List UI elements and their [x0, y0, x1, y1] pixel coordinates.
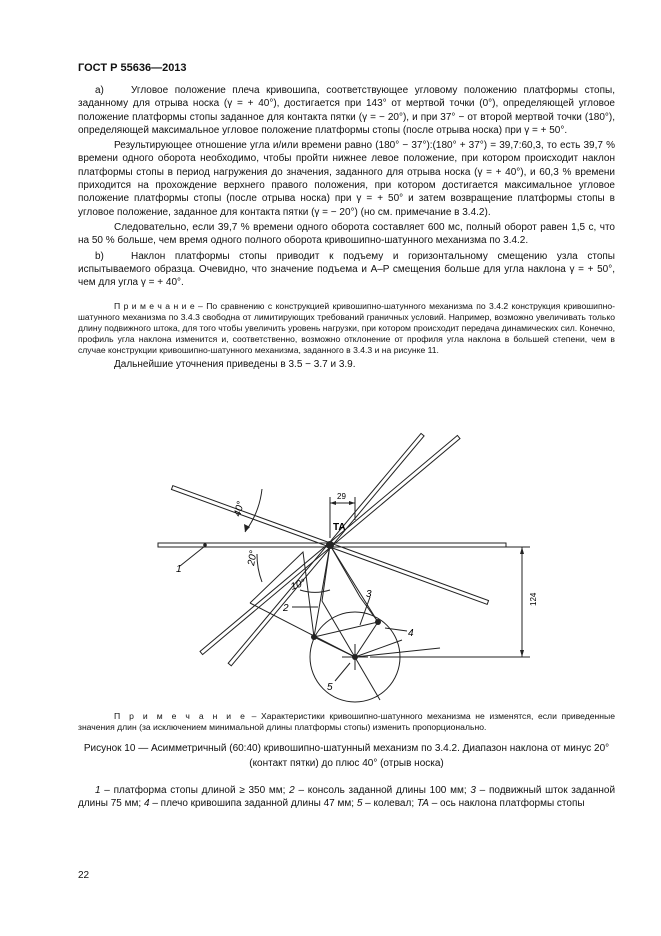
- legend-text-2: – консоль заданной длины 100 мм;: [298, 785, 467, 796]
- paragraph-b-text: Наклон платформы стопы приводит к подъему и горизонтальному смещению узла стопы испытываемого образца. Очевидно, что значение подъема и A–P смещения больше для угла наклона γ = + 50°, чем для угла γ = + 40°.: [78, 250, 615, 289]
- page-header: ГОСТ Р 55636—2013: [78, 62, 187, 74]
- angle-40-text: 40°: [232, 500, 247, 518]
- leader-4: [385, 628, 407, 631]
- paragraph-a-text: Угловое положение плеча кривошипа, соответствующее угловому положению платформы стопы, заданному для отрыва носка (γ = + 40°), достигается при 143° от мертвой точки (0°), определяющей угловое положение платформы стопы заданное для контакта пятки (γ = − 20°), и при 37° − от второй мертвой точки (180°), определяющей максимальное угловое положение платформы стопы (после отрыва носка) при γ = + 50°.: [78, 85, 615, 136]
- leader-5: [335, 663, 350, 681]
- joint-right: [375, 619, 381, 625]
- note-2-text: – Характеристики кривошипно-шатунного механизма не изменятся, если приведенные значения длин (за исключением минимальной длины платформы стопы) изменить пропорционально.: [78, 710, 615, 732]
- item-label-a: a): [95, 85, 104, 96]
- arrow-29-right: [349, 501, 355, 505]
- note-1-text: – По сравнению с конструкцией кривошипно-шатунного механизма по 3.4.2 конструкция кривошипно-шатунного механизма по 3.4.3 свободна от лимитирующих требований граничных условий. Например, возможно увеличивать только длину подвижного штока, для того чтобы увеличить уровень нагрузки, при котором происходит передача динамических сил. Конечно, профиль угла наклона изменится и, соответственно, возможно отклонение от профиля угла наклона в большей степени, чем в случае конструкции кривошипно-шатунного механизма, заданного в 3.4.3 и на рисунке 11.: [78, 301, 616, 356]
- arrow-124-top: [520, 547, 524, 554]
- figure-caption: Рисунок 10 — Асимметричный (60:40) кривошипно-шатунный механизм по 3.4.2. Диапазон наклона от минус 20° (контакт пятки) до плюс 40° (отрыв носка): [83, 743, 610, 769]
- legend-num-5: 5: [356, 798, 363, 810]
- pivot-ta: [326, 541, 334, 549]
- angle-10-text: 10°: [289, 577, 308, 593]
- note-1-label: П р и м е ч а н и е: [114, 301, 195, 312]
- callout-3: 3: [366, 589, 372, 600]
- note-2: [78, 711, 615, 733]
- legend-text-ta: – ось наклона платформы стопы: [431, 798, 585, 810]
- paragraph-consequently: Следовательно, если 39,7 % времени одного оборота составляет 600 мс, полный оборот равен 1,5 с, что на 50 % больше, чем время одного полного оборота кривошипно-шатунного механизма по 3.4.2.: [78, 221, 615, 247]
- page-number: 22: [78, 870, 90, 881]
- legend-text-5: – колевал;: [365, 798, 415, 810]
- callout-4: 4: [408, 628, 414, 639]
- crank-centre: [352, 654, 358, 660]
- arrow-29-left: [330, 501, 336, 505]
- console-left: [250, 552, 314, 637]
- figure-legend: [78, 784, 615, 811]
- label-ta: TA: [333, 522, 346, 533]
- callout-1: 1: [176, 564, 182, 575]
- leader-1: [180, 546, 205, 566]
- platform-plus50: [228, 433, 424, 665]
- joint-left: [311, 634, 317, 640]
- crank-arm-4b: [355, 622, 378, 657]
- item-label-b: b): [95, 250, 104, 262]
- callout-5: 5: [327, 682, 333, 693]
- legend-text-3: – подвижный шток заданной длины 75 мм;: [78, 785, 616, 810]
- dim-124-text: 124: [529, 592, 538, 606]
- console-3: [330, 545, 378, 622]
- dim-29-text: 29: [337, 492, 346, 501]
- legend-num-3: 3: [470, 785, 476, 796]
- paragraph-result: Результирующее отношение угла и/или времени равно (180° − 37°):(180° + 37°) = 39,7:60,3, то есть 39,7 % времени одного оборота необходимо, чтобы пройти нижнее левое положение, при котором происходит наклон платформы стопы в период нагружения до значения, заданного для отрыва носка (γ = + 40°), и 60,3 % времени приходится на прохождение верхнего правого положения, при котором достигается максимальное угловое положение платформы стопы (после отрыва носка) при γ = + 50° и затем возвращение платформы стопы в угловое положение, заданное для контакта пятки (γ = − 20°) (но см. примечание в 3.4.2).: [78, 140, 615, 218]
- arc-40: [245, 489, 262, 532]
- platform-mark: [203, 543, 207, 547]
- callout-2: 2: [283, 603, 289, 614]
- legend-num-2: 2: [289, 785, 295, 796]
- legend-text-1: – платформа стопы длиной ≥ 350 мм;: [104, 785, 286, 796]
- arc-10: [300, 590, 330, 592]
- note-2-label: П р и м е ч а н и е: [114, 710, 248, 721]
- legend-num-1: 1: [95, 785, 101, 796]
- legend-num-4: 4: [143, 798, 150, 810]
- arrow-124-bottom: [520, 650, 524, 657]
- legend-num-ta: TA: [416, 798, 429, 810]
- angle-20-text: 20°: [246, 549, 260, 567]
- refinements-line: Дальнейшие уточнения приведены в 3.5 − 3.7 и 3.9.: [114, 359, 356, 371]
- legend-text-4: – плечо кривошипа заданной длины 47 мм;: [152, 798, 355, 810]
